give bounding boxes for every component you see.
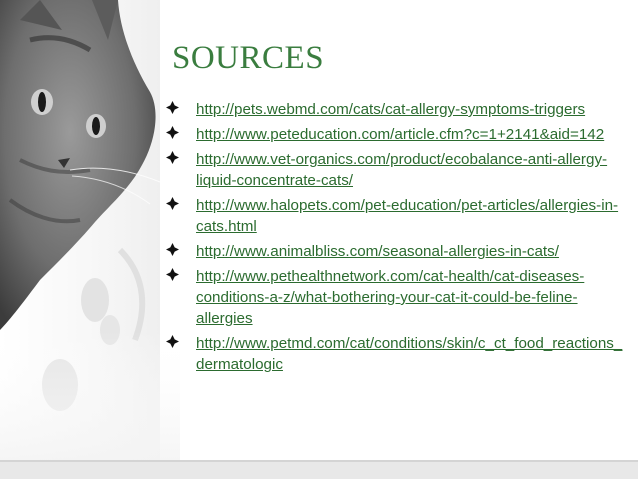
list-item — [162, 99, 624, 120]
diamond-bullet-icon — [162, 266, 196, 287]
diamond-bullet-icon — [162, 333, 196, 354]
list-item — [162, 333, 624, 375]
source-link[interactable]: http://www.animalbliss.com/seasonal-allergies-in-cats/ — [196, 243, 559, 260]
cat-photo — [0, 0, 180, 479]
sources-list — [162, 99, 624, 379]
diamond-bullet-icon — [162, 99, 196, 120]
source-link[interactable]: http://www.halopets.com/pet-education/pet-articles/allergies-in-cats.html — [196, 197, 619, 235]
bottom-bar — [0, 462, 638, 479]
diamond-bullet-icon — [162, 241, 196, 262]
source-link[interactable]: http://www.petmd.com/cat/conditions/skin/c_ct_food_reactions_dermatologic — [196, 335, 623, 373]
slide-title: SOURCES — [172, 40, 325, 76]
list-item — [162, 266, 624, 329]
diamond-bullet-icon — [162, 195, 196, 216]
diamond-bullet-icon — [162, 149, 196, 170]
source-link[interactable]: http://pets.webmd.com/cats/cat-allergy-symptoms-triggers — [196, 101, 586, 118]
diamond-bullet-icon — [162, 124, 196, 145]
source-link[interactable]: http://www.vet-organics.com/product/ecobalance-anti-allergy-liquid-concentrate-cats/ — [196, 151, 608, 189]
list-item — [162, 195, 624, 237]
list-item — [162, 241, 624, 262]
source-link[interactable]: http://www.pethealthnetwork.com/cat-health/cat-diseases-conditions-a-z/what-bothering-your-cat-it-could-be-feline-allergies — [196, 268, 585, 327]
list-item — [162, 149, 624, 191]
source-link[interactable]: http://www.peteducation.com/article.cfm?c=1+2141&aid=142 — [196, 126, 605, 143]
list-item — [162, 124, 624, 145]
